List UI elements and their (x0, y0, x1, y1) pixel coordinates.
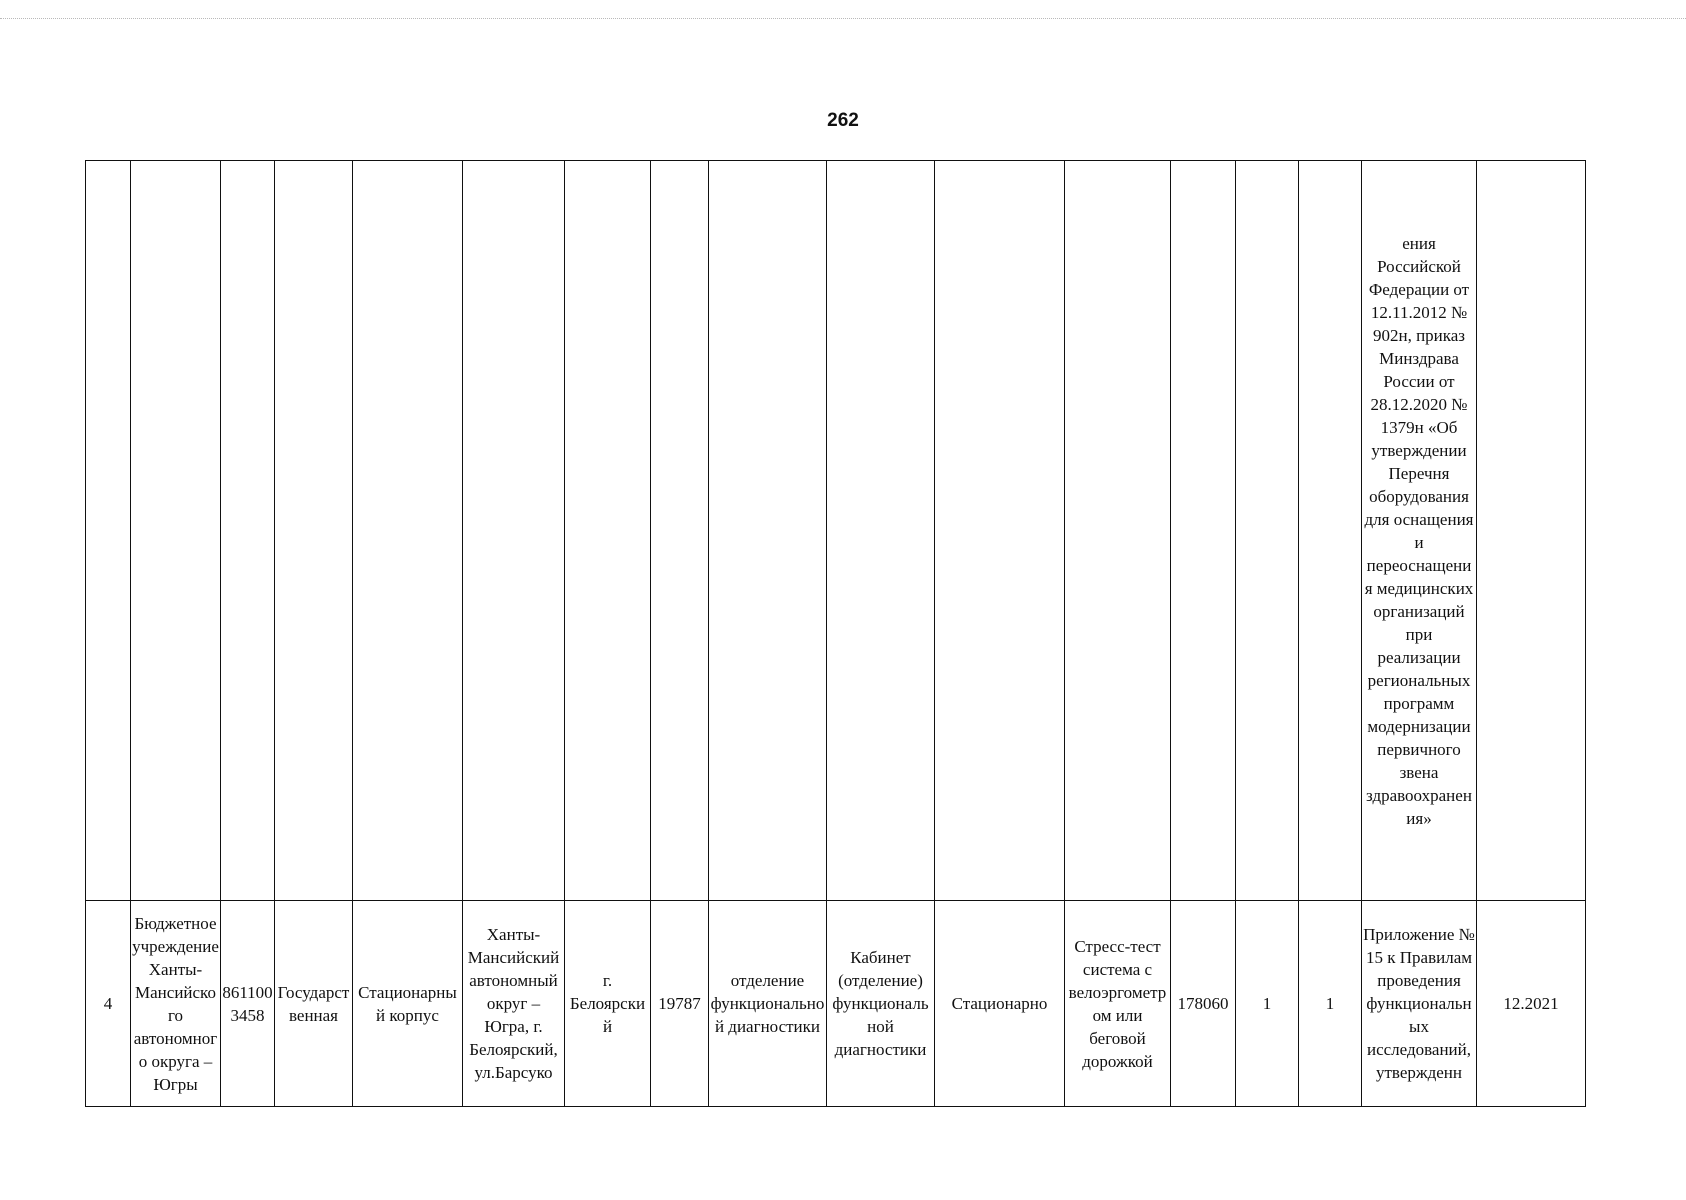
cell-address: Ханты-Мансийский автономный округ – Югра, г. Белоярский, ул.Барсуко (463, 901, 565, 1107)
cell-settlement: г. Белоярский (565, 901, 651, 1107)
cell-building-type: Стационарный корпус (353, 901, 463, 1107)
cont-cell-standard-reference (1362, 161, 1477, 901)
cell-equipment: Стресс-тест система с велоэргометром или беговой дорожкой (1065, 901, 1171, 1107)
cell-num: 4 (86, 901, 131, 1107)
cont-cell-care-conditions (935, 161, 1065, 901)
cont-cell-cabinet (827, 161, 935, 901)
cell-code: 8611003458 (221, 901, 275, 1107)
cont-cell-equipment (1065, 161, 1171, 901)
cont-cell-deadline (1477, 161, 1586, 901)
cell-qty-planned: 1 (1299, 901, 1362, 1107)
cell-standard-reference: Приложение № 15 к Правилам проведения функциональных исследований, утвержденн (1362, 901, 1477, 1107)
standard-reference-continuation-text: ения Российской Федерации от 12.11.2012 № 902н, приказ Минздрава России от 28.12.2020 № 1379н «Об утверждении Перечня оборудования для оснащения и переоснащения медицинских организаций при реализации региональных программ модернизации первичного звена здравоохранения» (1364, 233, 1474, 828)
cont-cell-qty-required (1236, 161, 1299, 901)
cell-qty-required: 1 (1236, 901, 1299, 1107)
cont-cell-qty-planned (1299, 161, 1362, 901)
cont-cell-equipment-code (1171, 161, 1236, 901)
cell-institution: Бюджетное учреждение Ханты-Мансийского автономного округа – Югры (131, 901, 221, 1107)
table-row (86, 901, 1586, 1107)
page-number: 262 (827, 110, 859, 131)
cont-cell-building-type (353, 161, 463, 901)
cont-cell-num (86, 161, 131, 901)
cell-cabinet: Кабинет (отделение) функциональной диагностики (827, 901, 935, 1107)
cont-cell-settlement-code (651, 161, 709, 901)
cont-cell-institution (131, 161, 221, 901)
cell-equipment-code: 178060 (1171, 901, 1236, 1107)
table-row-continuation (86, 161, 1586, 901)
cell-care-conditions: Стационарно (935, 901, 1065, 1107)
cell-department: отделение функциональной диагностики (709, 901, 827, 1107)
cont-cell-code (221, 161, 275, 901)
equipment-table (85, 160, 1586, 1107)
cell-deadline: 12.2021 (1477, 901, 1586, 1107)
cont-cell-department (709, 161, 827, 901)
cont-cell-address (463, 161, 565, 901)
cell-settlement-code: 19787 (651, 901, 709, 1107)
cont-cell-settlement (565, 161, 651, 901)
scan-edge-line (0, 18, 1686, 19)
cont-cell-ownership (275, 161, 353, 901)
cell-ownership: Государственная (275, 901, 353, 1107)
